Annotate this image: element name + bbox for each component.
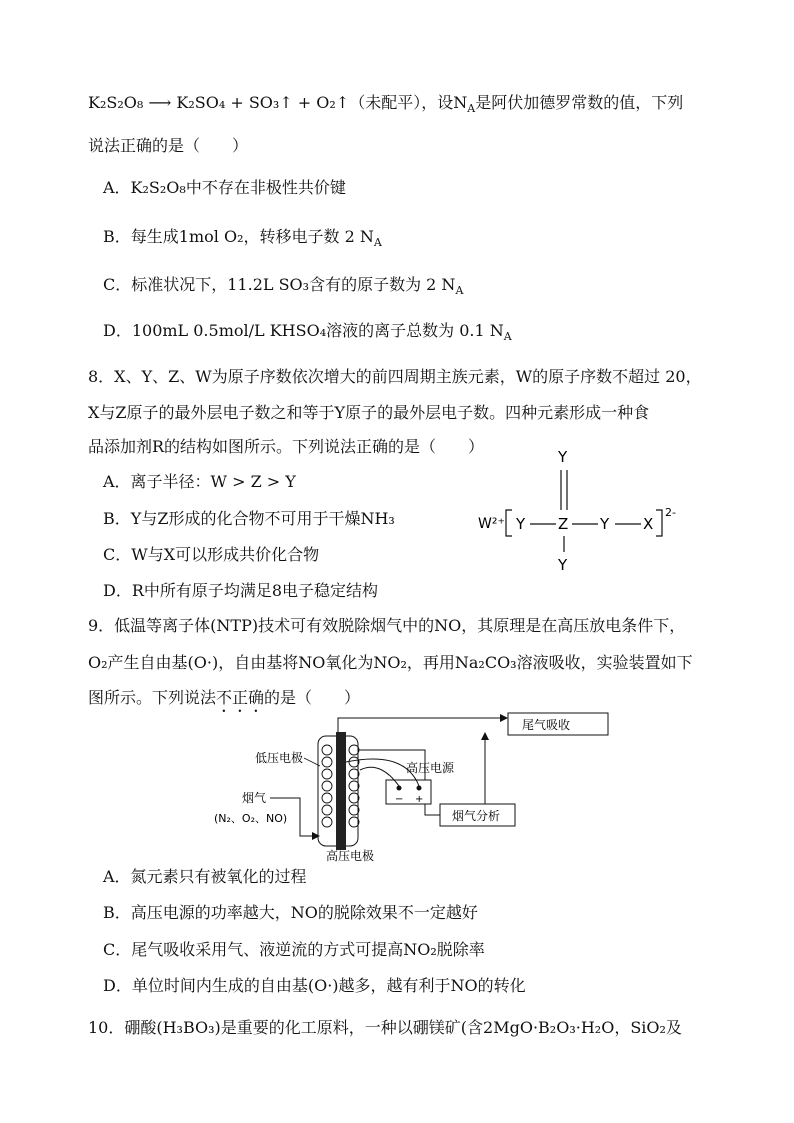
flue-gas-label: 烟气 bbox=[242, 791, 267, 805]
q7-option-b-sub: A bbox=[373, 236, 382, 250]
structure-charge: 2- bbox=[665, 506, 676, 519]
q7-line2: 说法正确的是（ ） bbox=[88, 136, 249, 155]
structure-center-z: Z bbox=[558, 515, 569, 533]
q8-option-c: C．W与X可以形成共价化合物 bbox=[103, 545, 320, 564]
q7-option-a: A．K₂S₂O₈中不存在非极性共价键 bbox=[103, 178, 346, 197]
terminal-plus bbox=[417, 786, 422, 791]
terminal-minus bbox=[397, 786, 402, 791]
high-voltage-electrode-rod bbox=[336, 732, 346, 850]
q7-option-b bbox=[103, 226, 382, 254]
q9-line1: 9．低温等离子体(NTP)技术可有效脱除烟气中的NO，其原理是在高压放电条件下， bbox=[88, 616, 686, 635]
structure-top-y: Y bbox=[558, 448, 568, 466]
q7-option-c-sub: A bbox=[455, 284, 464, 298]
flue-gas-composition: (N₂、O₂、NO) bbox=[214, 812, 288, 825]
q9-apparatus-diagram bbox=[200, 710, 620, 870]
q7-option-c-text: C．标准状况下，11.2L SO₃含有的原子数为 2 N bbox=[103, 275, 456, 294]
q7-option-b-text: B．每生成1mol O₂，转移电子数 2 N bbox=[103, 227, 374, 246]
q9-line2: O₂产生自由基(O·)，自由基将NO氧化为NO₂，再用Na₂CO₃溶液吸收，实验装置如下 bbox=[88, 653, 693, 672]
low-electrode-label: 低压电极 bbox=[255, 751, 304, 765]
q8-structure-diagram bbox=[470, 438, 700, 578]
high-voltage-power-box bbox=[386, 780, 431, 804]
q7-na-sub: A bbox=[467, 102, 476, 116]
q9-option-a: A．氮元素只有被氧化的过程 bbox=[103, 867, 307, 886]
gas-analysis-label: 烟气分析 bbox=[452, 809, 501, 823]
high-electrode-label: 高压电极 bbox=[326, 849, 375, 863]
arrow-top bbox=[500, 714, 508, 722]
pipe-top bbox=[338, 718, 500, 736]
structure-right-x: X bbox=[643, 515, 654, 533]
q7-option-d-text: D．100mL 0.5mol/L KHSO₄溶液的离子总数为 0.1 N bbox=[103, 321, 504, 340]
structure-bottom-y: Y bbox=[558, 556, 568, 574]
q8-option-d: D．R中所有原子均满足8电子稳定结构 bbox=[103, 581, 379, 600]
structure-right-y: Y bbox=[600, 515, 610, 533]
terminal-plus-label: + bbox=[415, 794, 424, 805]
structure-left-y: Y bbox=[516, 515, 526, 533]
q9-option-c: C．尾气吸收采用气、液逆流的方式可提高NO₂脱除率 bbox=[103, 940, 485, 959]
q8-option-a: A．离子半径：W > Z > Y bbox=[103, 472, 296, 491]
q8-line2: X与Z原子的最外层电子数之和等于Y原子的最外层电子数。四种元素形成一种食 bbox=[88, 403, 650, 422]
q8-line1: 8．X、Y、Z、W为原子序数依次增大的前四周期主族元素，W的原子序数不超过 20， bbox=[88, 367, 702, 386]
q7-option-d-sub: A bbox=[503, 330, 512, 344]
q8-line3: 品添加剂R的结构如图所示。下列说法正确的是（ ） bbox=[88, 437, 485, 456]
q9-option-d: D．单位时间内生成的自由基(O·)越多，越有利于NO的转化 bbox=[103, 976, 526, 995]
arrow-analysis bbox=[481, 732, 489, 740]
q10-line1: 10．硼酸(H₃BO₃)是重要的化工原料，一种以硼镁矿(含2MgO·B₂O₃·H₂O，SiO₂及 bbox=[88, 1018, 682, 1037]
q7-line1-rest: 是阿伏加德罗常数的值，下列 bbox=[475, 93, 684, 112]
q9-line3-c: 的是（ ） bbox=[264, 688, 361, 707]
right-bracket bbox=[656, 510, 662, 536]
tail-gas-label: 尾气吸收 bbox=[522, 718, 571, 732]
q7-option-d bbox=[103, 320, 512, 348]
q9-line3-a: 图所示。下列说法 bbox=[88, 688, 217, 707]
left-bracket bbox=[506, 510, 512, 536]
q7-option-c bbox=[103, 274, 463, 302]
terminal-minus-label: − bbox=[395, 794, 404, 805]
q8-option-b: B．Y与Z形成的化合物不可用于干燥NH₃ bbox=[103, 509, 395, 528]
q7-equation: K₂S₂O₈ ⟶ K₂SO₄ + SO₃↑ + O₂↑（未配平），设N bbox=[88, 93, 468, 112]
structure-cation: W²⁺ bbox=[478, 516, 505, 532]
q9-option-b: B．高压电源的功率越大，NO的脱除效果不一定越好 bbox=[103, 903, 478, 922]
q7-line1 bbox=[88, 92, 683, 120]
high-power-label: 高压电源 bbox=[406, 761, 455, 775]
q9-line3-emphasis: 不正确 bbox=[216, 688, 265, 707]
